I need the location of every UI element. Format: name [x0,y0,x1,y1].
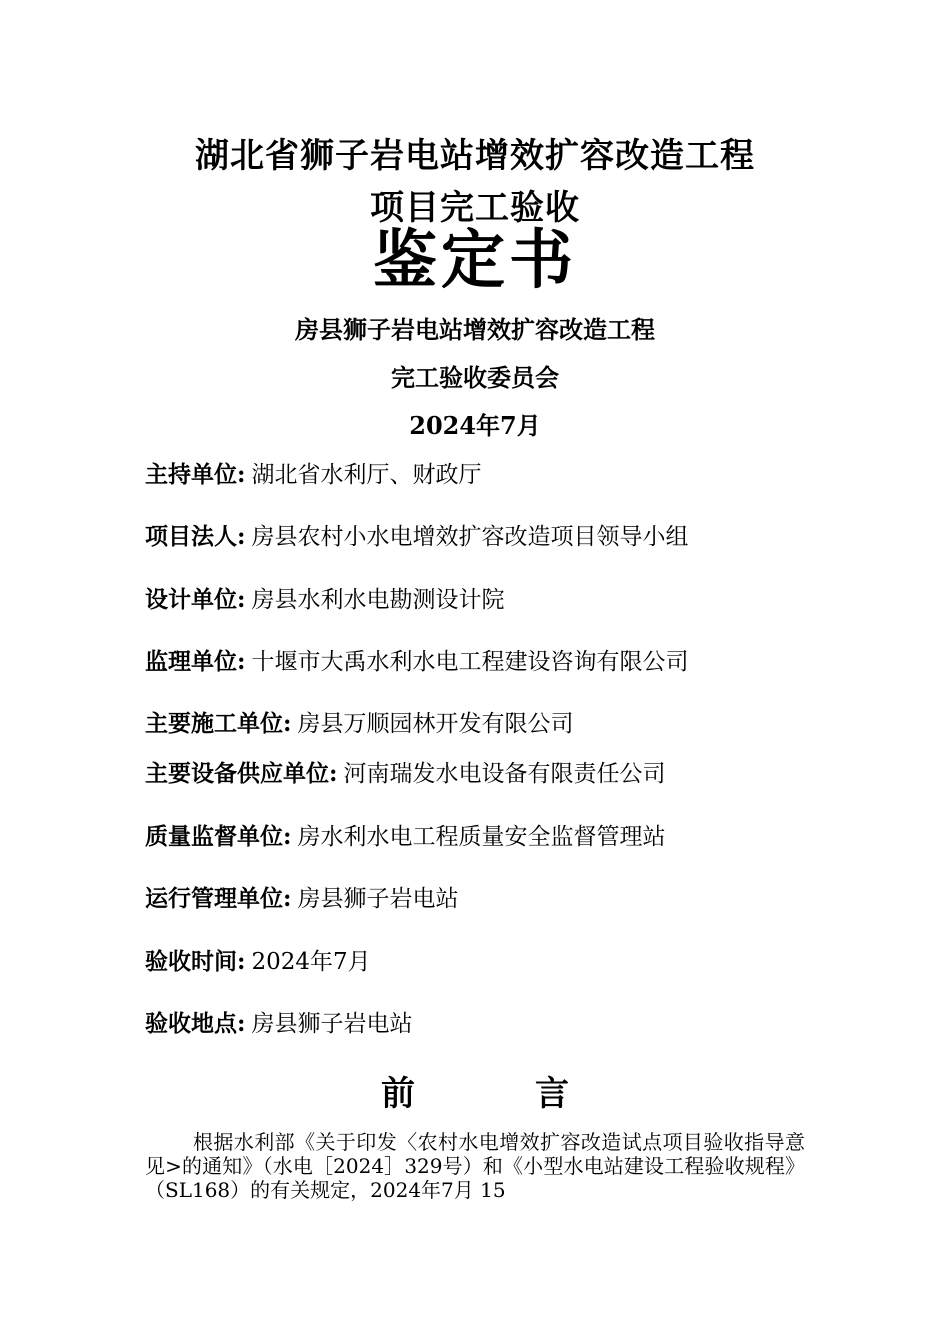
info-row-construction [145,709,574,739]
info-row-design [145,585,505,615]
info-separator: : [329,760,338,787]
info-row-legal-person [145,522,689,552]
info-value: 房县万顺园林开发有限公司 [297,711,574,737]
document-date: 2024年7月 [409,411,541,440]
info-label: 主要施工单位 [145,710,283,737]
info-value: 房水利水电工程质量安全监督管理站 [297,824,666,850]
title-main: 鉴定书 [373,223,577,298]
info-row-operation [145,884,459,914]
preface-heading: 前言 [381,1074,689,1114]
info-row-time [145,947,371,977]
info-value: 房县狮子岩电站 [297,886,459,912]
committee-line-1: 房县狮子岩电站增效扩容改造工程 [295,315,655,344]
info-label: 验收地点 [145,1010,237,1037]
info-separator: : [237,948,246,975]
info-separator: : [283,823,292,850]
title-line-1: 湖北省狮子岩电站增效扩容改造工程 [195,136,755,176]
info-row-quality [145,822,666,852]
info-separator: : [237,461,246,488]
info-separator: : [283,710,292,737]
info-label: 项目法人 [145,523,237,550]
info-value: 2024年7月 [251,949,371,975]
info-separator: : [237,648,246,675]
info-row-location [145,1009,413,1039]
info-label: 验收时间 [145,948,237,975]
info-value: 房县水利水电勘测设计院 [251,587,505,613]
info-value: 湖北省水利厅、财政厅 [251,462,482,488]
preface-body: 根据水利部《关于印发〈农村水电增效扩容改造试点项目验收指导意见>的通知》（水电［2024］329号）和《小型水电站建设工程验收规程》（SL168）的有关规定，2024年7月 15 [145,1130,805,1202]
title-line-2: 项目完工验收 [370,188,580,228]
info-label: 运行管理单位 [145,885,283,912]
info-separator: : [237,523,246,550]
info-value: 河南瑞发水电设备有限责任公司 [343,761,666,787]
info-label: 主持单位 [145,461,237,488]
info-value: 房县狮子岩电站 [251,1011,413,1037]
info-row-supervision [145,647,689,677]
info-label: 监理单位 [145,648,237,675]
info-separator: : [237,1010,246,1037]
info-row-equipment [145,759,666,789]
info-row-host [145,460,482,490]
info-value: 十堰市大禹水利水电工程建设咨询有限公司 [251,649,689,675]
info-label: 主要设备供应单位 [145,760,329,787]
info-value: 房县农村小水电增效扩容改造项目领导小组 [251,524,689,550]
info-separator: : [237,586,246,613]
info-label: 质量监督单位 [145,823,283,850]
info-separator: : [283,885,292,912]
info-label: 设计单位 [145,586,237,613]
committee-line-2: 完工验收委员会 [391,363,559,392]
